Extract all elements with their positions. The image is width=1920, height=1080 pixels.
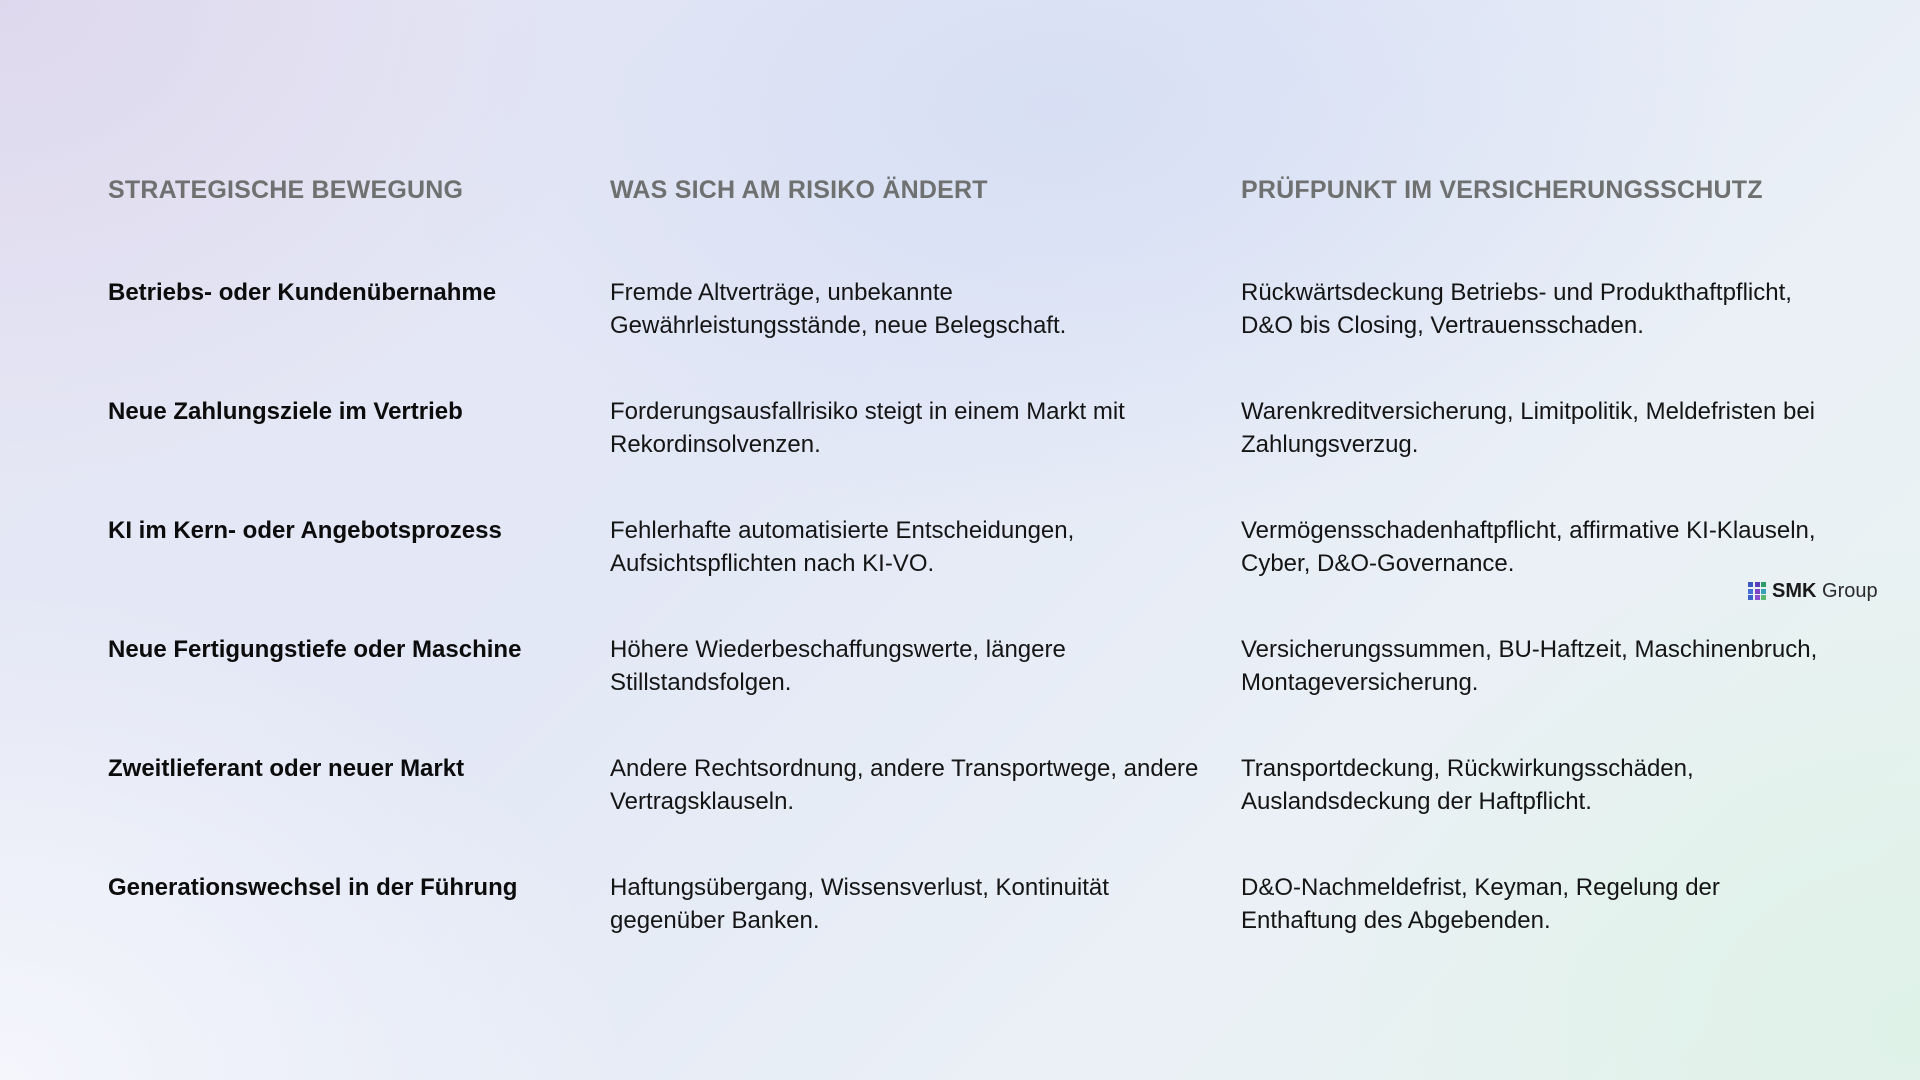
insurance-check-cell: Vermögensschadenhaftpflicht, affirmative KI-Klauseln, Cyber, D&O-Governance.: [1241, 517, 1816, 577]
strategic-move-cell: KI im Kern- oder Angebotsprozess: [108, 517, 502, 544]
column-header-check: PRÜFPUNKT IM VERSICHERUNGSSCHUTZ: [1241, 176, 1763, 204]
insurance-check-cell: Rückwärtsdeckung Betriebs- und Produkthaftpflicht, D&O bis Closing, Vertrauensschaden.: [1241, 279, 1792, 339]
risk-change-cell: Fehlerhafte automatisierte Entscheidungen, Aufsichtspflichten nach KI-VO.: [610, 517, 1075, 577]
risk-change-cell: Andere Rechtsordnung, andere Transportwege, andere Vertragsklauseln.: [610, 755, 1199, 815]
logo-dot: [1755, 582, 1760, 587]
logo-dot: [1761, 589, 1766, 594]
grid-dots-icon: [1748, 582, 1766, 600]
risk-change-cell: Forderungsausfallrisiko steigt in einem Markt mit Rekordinsolvenzen.: [610, 398, 1125, 458]
logo-suffix: Group: [1822, 579, 1878, 602]
logo-dot: [1748, 589, 1753, 594]
strategic-move-cell: Betriebs- oder Kundenübernahme: [108, 279, 497, 306]
column-header-move: STRATEGISCHE BEWEGUNG: [108, 176, 464, 204]
insurance-check-cell: Versicherungssummen, BU-Haftzeit, Maschinenbruch, Montageversicherung.: [1241, 636, 1818, 696]
table-row: [108, 633, 1868, 752]
logo-dot: [1755, 589, 1760, 594]
logo-wordmark: [1772, 580, 1878, 603]
table-row: [108, 752, 1868, 871]
insurance-check-cell: Transportdeckung, Rückwirkungsschäden, Auslandsdeckung der Haftpflicht.: [1241, 755, 1694, 815]
table-row: [108, 276, 1868, 395]
strategic-move-cell: Generationswechsel in der Führung: [108, 874, 518, 901]
strategic-move-cell: Neue Zahlungsziele im Vertrieb: [108, 398, 463, 425]
column-header-change: WAS SICH AM RISIKO ÄNDERT: [610, 176, 988, 204]
strategy-risk-table: [108, 168, 1868, 990]
table-row: [108, 871, 1868, 990]
table-row: [108, 514, 1868, 633]
logo-dot: [1761, 595, 1766, 600]
table-header: [108, 168, 1868, 276]
strategic-move-cell: Zweitlieferant oder neuer Markt: [108, 755, 465, 782]
logo-brand: SMK: [1772, 579, 1817, 602]
risk-change-cell: Höhere Wiederbeschaffungswerte, längere Stillstandsfolgen.: [610, 636, 1066, 696]
logo-dot: [1755, 595, 1760, 600]
table-row: [108, 395, 1868, 514]
logo-dot: [1748, 582, 1753, 587]
insurance-check-cell: Warenkreditversicherung, Limitpolitik, Meldefristen bei Zahlungsverzug.: [1241, 398, 1816, 458]
strategic-move-cell: Neue Fertigungstiefe oder Maschine: [108, 636, 522, 663]
logo-dot: [1748, 595, 1753, 600]
insurance-check-cell: D&O-Nachmeldefrist, Keyman, Regelung der Enthaftung des Abgebenden.: [1241, 874, 1720, 934]
risk-change-cell: Fremde Altverträge, unbekannte Gewährleistungsstände, neue Belegschaft.: [610, 279, 1067, 339]
risk-change-cell: Haftungsübergang, Wissensverlust, Kontinuität gegenüber Banken.: [610, 874, 1109, 934]
logo-dot: [1761, 582, 1766, 587]
smk-group-logo: [1748, 578, 1878, 604]
